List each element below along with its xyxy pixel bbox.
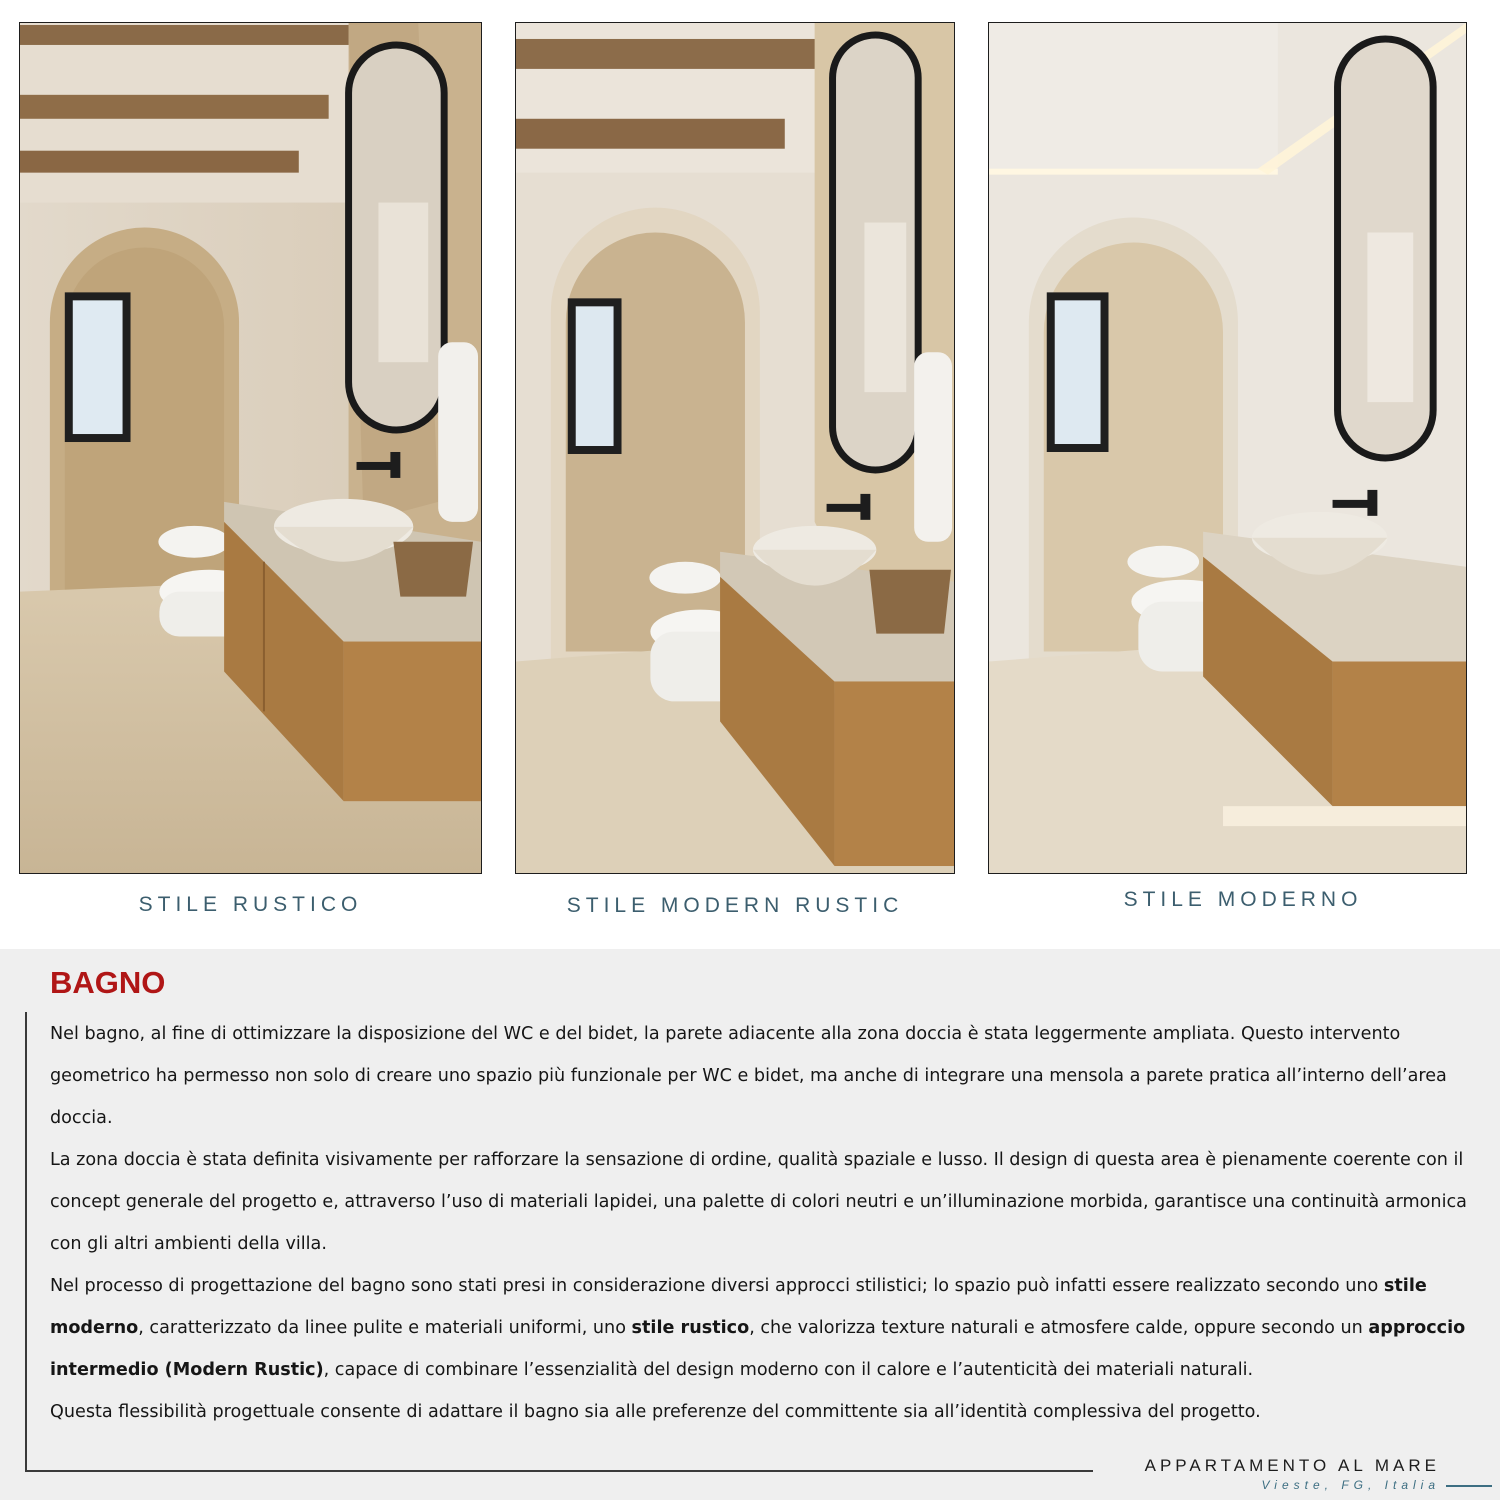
paragraph-3-text: , che valorizza texture naturali e atmosfere calde, oppure secondo un xyxy=(749,1318,1369,1338)
paragraph-2: La zona doccia è stata definita visivamente per rafforzare la sensazione di ordine, qualità spaziale e lusso. Il design di questa area è pienamente coerente con il concept generale del progetto e, attraverso l’uso di materiali lapidei, una palette di colori neutri e un’illuminazione morbida, garantisce una continuità armonica con gli altri ambienti della villa. xyxy=(50,1150,1467,1254)
description-text xyxy=(50,1013,1480,1433)
paragraph-3-text: , caratterizzato da linee pulite e materiali uniformi, uno xyxy=(138,1318,632,1338)
paragraph-4: Questa flessibilità progettuale consente di adattare il bagno sia alle preferenze del committente sia all’identità complessiva del progetto. xyxy=(50,1402,1261,1422)
rustic-bathroom-image xyxy=(19,22,482,874)
paragraph-3-text: Nel processo di progettazione del bagno sono stati presi in considerazione diversi approcci stilistici; lo spazio può infatti essere realizzato secondo uno xyxy=(50,1276,1384,1296)
style-modern-bold: stile moderno xyxy=(50,1276,1427,1338)
style-intermediate-bold: approccio intermedio (Modern Rustic) xyxy=(50,1318,1466,1380)
caption-modern-rustic: STILE MODERN RUSTIC xyxy=(566,894,904,917)
project-location: Vieste, FG, Italia xyxy=(1261,1478,1440,1492)
section-heading: BAGNO xyxy=(50,965,166,1000)
paragraph-3 xyxy=(50,1265,1480,1391)
modern-rustic-bathroom-image xyxy=(515,22,955,874)
frame-line-horizontal xyxy=(25,1470,1093,1472)
paragraph-3-text: , capace di combinare l’essenzialità del design moderno con il calore e l’autenticità dei materiali naturali. xyxy=(323,1360,1254,1380)
project-title: APPARTAMENTO AL MARE xyxy=(1144,1456,1440,1475)
frame-line-vertical xyxy=(25,1012,27,1472)
paragraph-1: Nel bagno, al fine di ottimizzare la disposizione del WC e del bidet, la parete adiacente alla zona doccia è stata leggermente ampliata. Questo intervento geometrico ha permesso non solo di creare uno spazio più funzionale per WC e bidet, ma anche di integrare una mensola a parete pratica all’interno dell’area doccia. xyxy=(50,1024,1447,1128)
modern-bathroom-image xyxy=(988,22,1467,874)
footer-accent-line xyxy=(1446,1485,1492,1487)
style-rustic-bold: stile rustico xyxy=(631,1318,750,1338)
caption-rustic: STILE RUSTICO xyxy=(138,893,363,916)
caption-modern: STILE MODERNO xyxy=(1123,888,1363,911)
